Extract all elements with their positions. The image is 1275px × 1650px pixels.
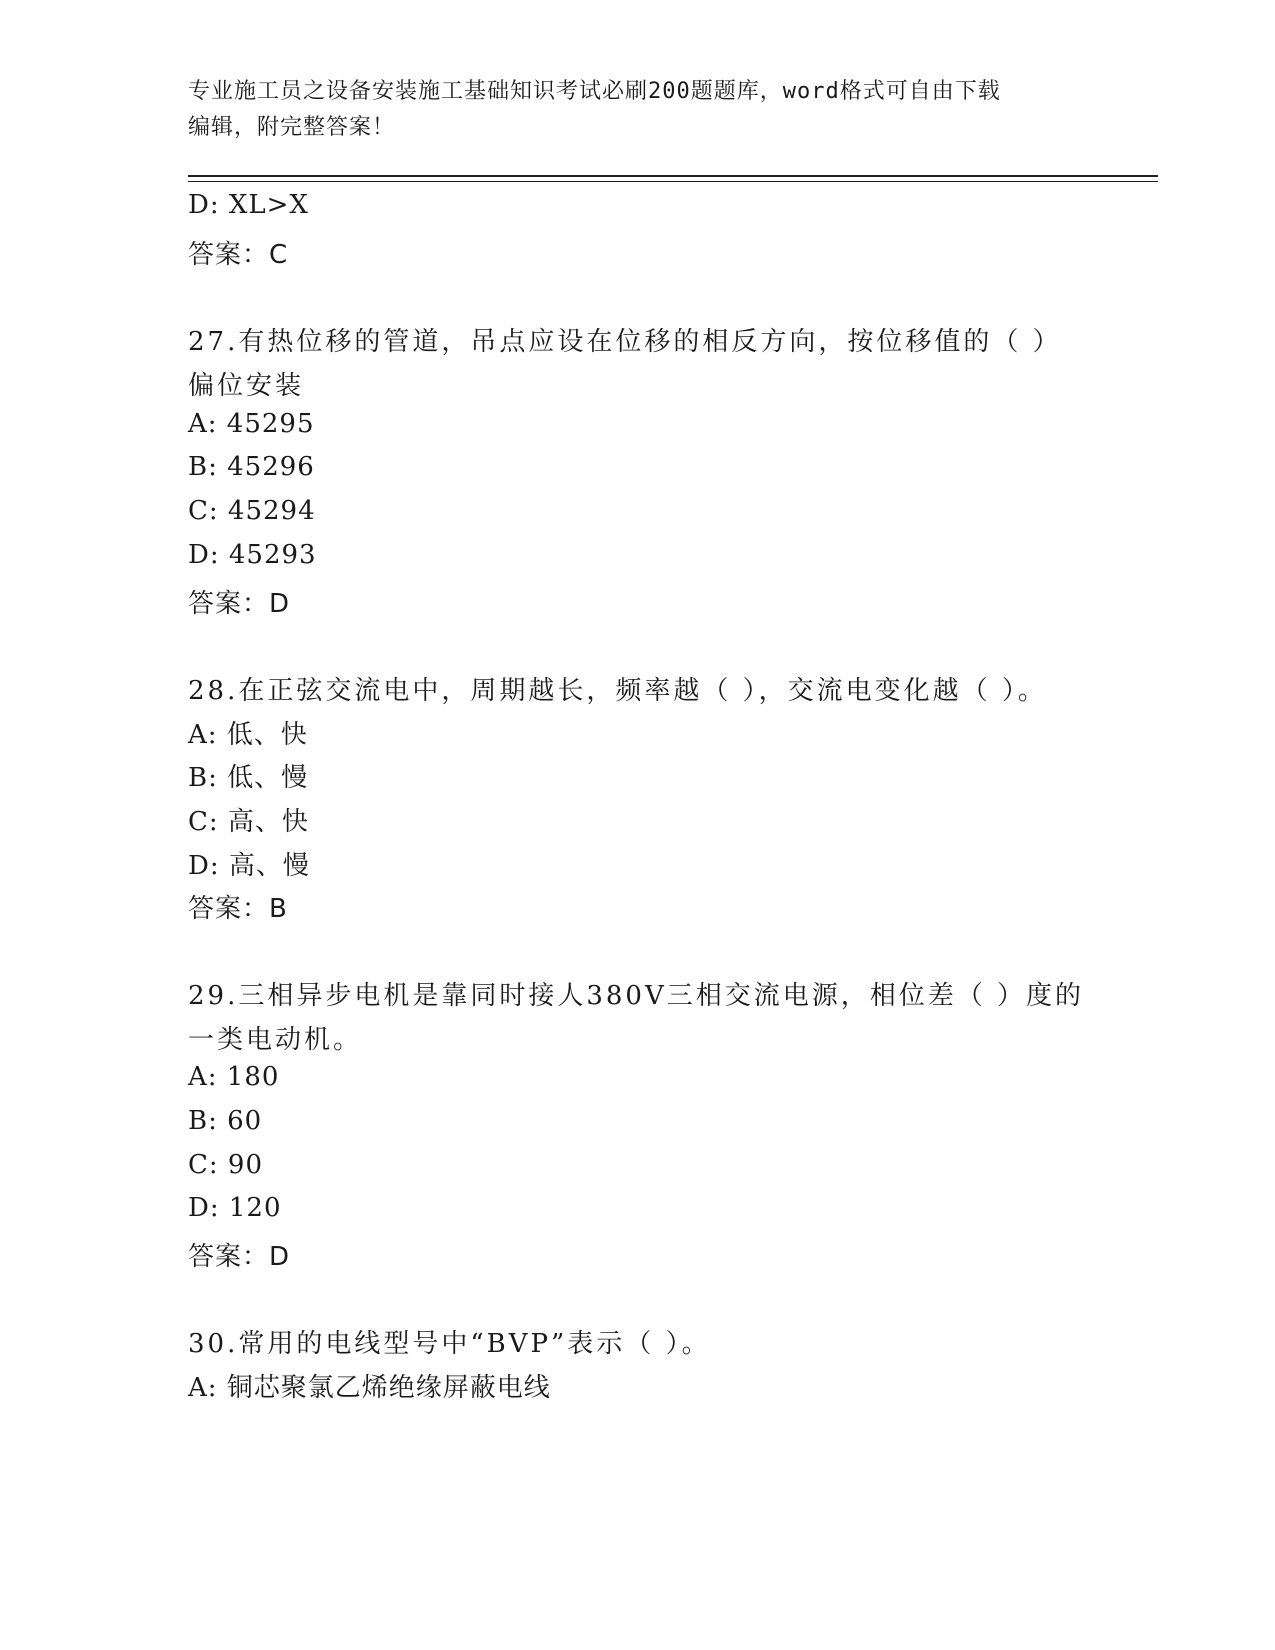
q29-option-b: B: 60 [188, 1106, 263, 1136]
q27-option-a: A: 45295 [188, 409, 315, 439]
q27-option-c: C: 45294 [188, 496, 316, 526]
q29-option-a: A: 180 [188, 1062, 280, 1092]
q27-answer: 答案：D [188, 589, 291, 619]
q28-option-d: D: 高、慢 [188, 851, 310, 881]
q28-option-b: B: 低、慢 [188, 763, 309, 793]
q29-answer: 答案：D [188, 1242, 291, 1272]
q27-stem-line-2: 偏位安装 [188, 371, 305, 401]
q29-option-c: C: 90 [188, 1150, 264, 1180]
q27-stem-line-1: 27.有热位移的管道，吊点应设在位移的相反方向，按位移值的（ ） [188, 327, 1062, 357]
header-divider-thick [188, 175, 1158, 177]
q30-stem-line-1: 30.常用的电线型号中“BVP”表示（ ）。 [188, 1329, 711, 1359]
q28-answer: 答案：B [188, 894, 288, 924]
q27-option-d: D: 45293 [188, 540, 317, 570]
header-divider-thin [188, 181, 1158, 182]
q30-option-a: A: 铜芯聚氯乙烯绝缘屏蔽电线 [188, 1373, 551, 1403]
prev-answer: 答案：C [188, 240, 289, 270]
q28-stem-line-1: 28.在正弦交流电中，周期越长，频率越（ ），交流电变化越（ ）。 [188, 676, 1047, 706]
q29-option-d: D: 120 [188, 1193, 282, 1223]
q29-stem-line-1: 29.三相异步电机是靠同时接人380V三相交流电源，相位差（ ）度的 [188, 981, 1085, 1011]
page-header [188, 74, 1088, 146]
header-line-1: 专业施工员之设备安装施工基础知识考试必刷200题题库，word格式可自由下载 [188, 79, 1001, 104]
q29-stem-line-2: 一类电动机。 [188, 1025, 363, 1055]
q27-option-b: B: 45296 [188, 452, 315, 482]
q28-option-a: A: 低、快 [188, 720, 308, 750]
q28-option-c: C: 高、快 [188, 807, 309, 837]
prev-option-d: D: XL>X [188, 190, 309, 220]
header-line-2: 编辑，附完整答案！ [188, 115, 396, 140]
